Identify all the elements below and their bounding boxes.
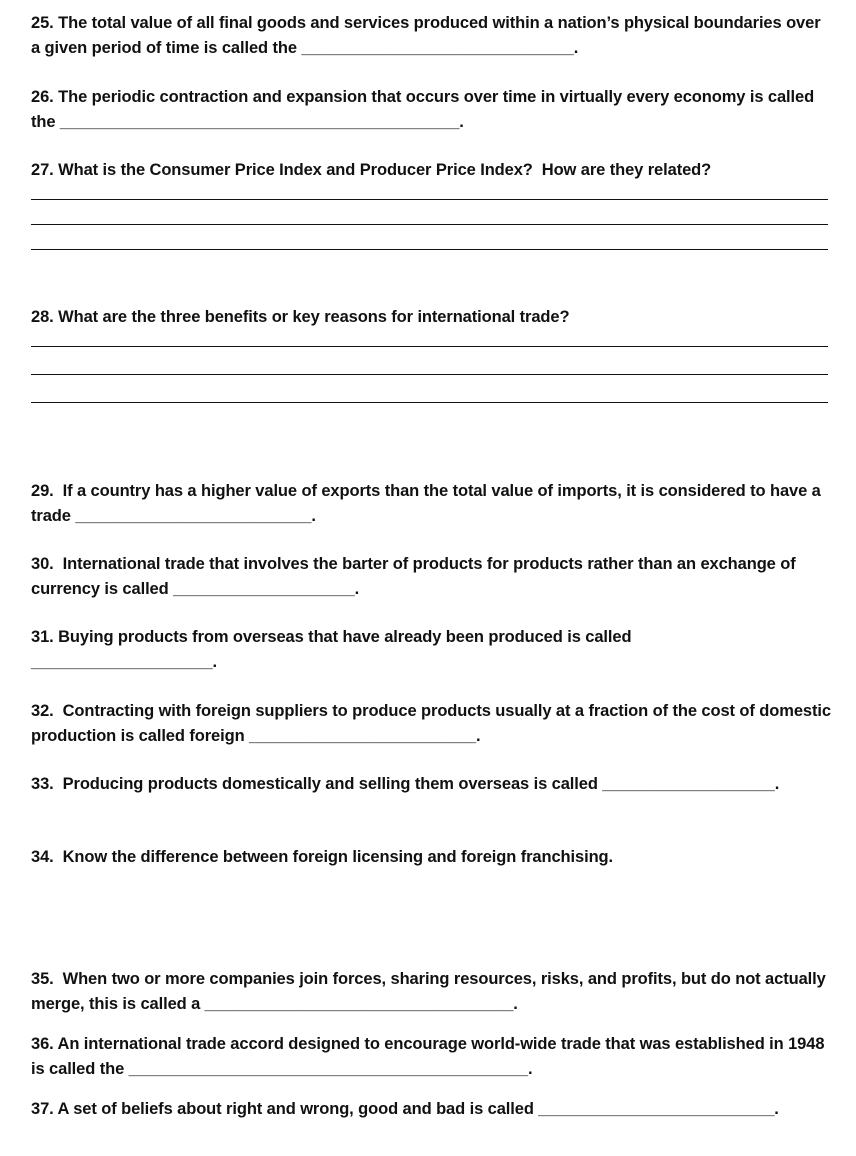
question-35: 35. When two or more companies join forces, sharing resources, risks, and profits, but do not actually merge, this is called a __________________________________. [31,970,831,1013]
question-34: 34. Know the difference between foreign licensing and foreign franchising. [31,848,614,866]
question-30: 30. International trade that involves the barter of products for products rather than an exchange of currency is called ____________________. [31,555,801,598]
question-33: 33. Producing products domestically and selling them overseas is called ___________________. [31,775,780,793]
question-25: 25. The total value of all final goods and services produced within a nation’s physical boundaries over a given period of time is called the ______________________________. [31,14,826,57]
question-28: 28. What are the three benefits or key reasons for international trade? [31,308,570,326]
question-32: 32. Contracting with foreign suppliers to produce products usually at a fraction of the cost of domestic production is called foreign _________________________. [31,702,836,745]
answer-line-28-2[interactable] [31,374,828,375]
question-31: 31. Buying products from overseas that have already been produced is called ____________________. [31,628,632,671]
answer-line-28-3[interactable] [31,402,828,403]
answer-line-28-1[interactable] [31,346,828,347]
question-26: 26. The periodic contraction and expansion that occurs over time in virtually every economy is called the ____________________________________________. [31,88,819,131]
answer-line-27-1[interactable] [31,199,828,200]
question-37: 37. A set of beliefs about right and wrong, good and bad is called __________________________. [31,1100,779,1118]
question-29: 29. If a country has a higher value of exports than the total value of imports, it is considered to have a trade __________________________. [31,482,826,525]
question-27: 27. What is the Consumer Price Index and Producer Price Index? How are they related? [31,161,712,179]
answer-line-27-3[interactable] [31,249,828,250]
answer-line-27-2[interactable] [31,224,828,225]
question-36: 36. An international trade accord designed to encourage world-wide trade that was established in 1948 is called the ____________________________________________. [31,1035,829,1078]
